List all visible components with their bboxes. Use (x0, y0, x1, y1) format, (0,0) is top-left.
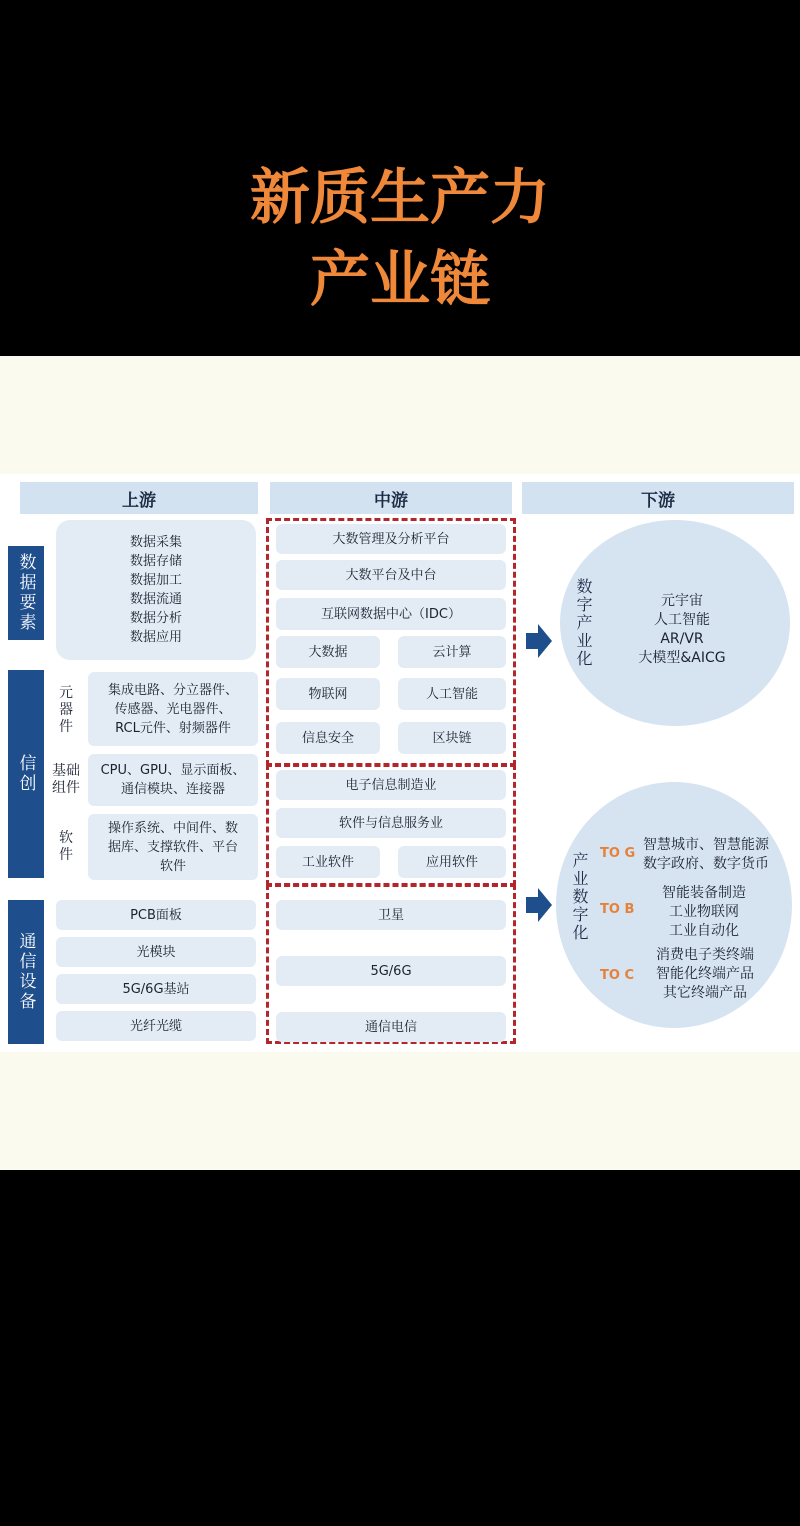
mid-item-data-platform: 大数平台及中台 (276, 560, 506, 590)
mid-item-industrial-software: 工业软件 (276, 846, 380, 878)
mid-item-iot: 物联网 (276, 678, 380, 710)
mid-item-ai: 人工智能 (398, 678, 506, 710)
data-elements-box: 数据采集 数据存储 数据加工 数据流通 数据分析 数据应用 (56, 520, 256, 660)
mid-item-security: 信息安全 (276, 722, 380, 754)
side-label-telecom: 通信设备 (8, 900, 44, 1044)
arrow-right-icon (526, 888, 552, 922)
industry-digital-label: 产业数字化 (570, 852, 589, 942)
telecom-item-optical-module: 光模块 (56, 937, 256, 967)
digital-industry-label: 数字产业化 (574, 578, 593, 668)
sub-label-base-components: 基础 组件 (52, 763, 80, 796)
mid-item-blockchain: 区块链 (398, 722, 506, 754)
sub-label-software: 软 件 (59, 830, 73, 863)
tag-to-b: TO B (600, 902, 635, 917)
telecom-item-base-station: 5G/6G基站 (56, 974, 256, 1004)
software-box: 操作系统、中间件、数 据库、支撑软件、平台 软件 (88, 814, 258, 880)
title-line-1: 新质生产力 (250, 163, 550, 233)
mid-item-data-mgmt: 大数管理及分析平台 (276, 524, 506, 554)
mid-item-satellite: 卫星 (276, 900, 506, 930)
mid-item-cloud: 云计算 (398, 636, 506, 668)
mid-item-electronics: 电子信息制造业 (276, 770, 506, 800)
components-box: 集成电路、分立器件、 传感器、光电器件、 RCL元件、射频器件 (88, 672, 258, 746)
telecom-item-pcb: PCB面板 (56, 900, 256, 930)
side-label-xinchuang: 信创 (8, 670, 44, 878)
header-midstream: 中游 (270, 482, 512, 514)
header-downstream: 下游 (522, 482, 794, 514)
telecom-item-fiber: 光纤光缆 (56, 1011, 256, 1041)
title-line-2: 产业链 (310, 245, 490, 315)
digital-industry-items: 元宇宙 人工智能 AR/VR 大模型&AICG (638, 593, 726, 666)
base-components-box: CPU、GPU、显示面板、 通信模块、连接器 (88, 754, 258, 806)
industry-chain-diagram (0, 474, 800, 1052)
arrow-right-icon (526, 624, 552, 658)
mid-item-telecom: 通信电信 (276, 1012, 506, 1042)
mid-item-application-software: 应用软件 (398, 846, 506, 878)
mid-item-big-data: 大数据 (276, 636, 380, 668)
to-c-items: 消费电子类终端 智能化终端产品 其它终端产品 (656, 947, 754, 1001)
mid-item-idc: 互联网数据中心（IDC） (276, 598, 506, 630)
tag-to-g: TO G (600, 846, 636, 861)
header-upstream: 上游 (20, 482, 258, 514)
tag-to-c: TO C (600, 968, 634, 983)
side-label-data-elements: 数据要素 (8, 546, 44, 640)
to-b-items: 智能装备制造 工业物联网 工业自动化 (662, 885, 746, 939)
sub-label-components: 元 器 件 (59, 684, 73, 735)
mid-item-software-services: 软件与信息服务业 (276, 808, 506, 838)
mid-item-5g6g: 5G/6G (276, 956, 506, 986)
to-g-items: 智慧城市、智慧能源 数字政府、数字货币 (643, 837, 769, 872)
